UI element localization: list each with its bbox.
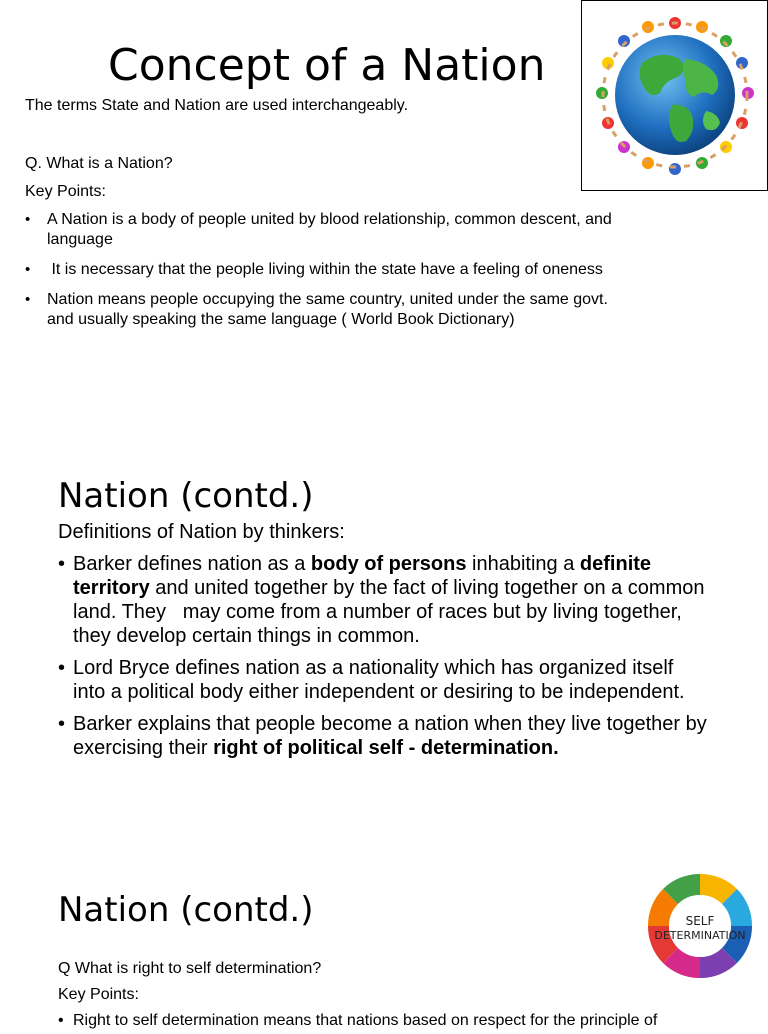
key-points-label: Key Points: — [25, 183, 106, 200]
question-text: Q. What is a Nation? — [25, 155, 173, 172]
logo-text-line1: SELF — [685, 914, 715, 928]
list-item — [58, 1008, 708, 1034]
text-run-bold: right of political self - determination. — [213, 737, 559, 759]
intro-text: The terms State and Nation are used interchangeably. — [25, 97, 409, 114]
list-item-text: A Nation is a body of people united by blood relationship, common descent, and language — [47, 211, 612, 248]
slide-body — [58, 520, 711, 768]
logo-text-line2: DETERMINATION — [654, 929, 746, 942]
bullet-icon: • — [58, 713, 66, 735]
bullet-list — [58, 1008, 708, 1034]
slide-title: Nation (contd.) — [58, 476, 314, 516]
list-item — [58, 552, 711, 648]
bullet-icon: • — [58, 657, 66, 679]
text-run: Barker defines nation as a — [73, 553, 311, 575]
list-item — [25, 260, 635, 280]
text-run-bold: body of persons — [310, 553, 467, 575]
bullet-icon: • — [58, 1012, 64, 1029]
slide-nation-contd-1 — [0, 460, 768, 820]
bullet-list — [58, 552, 711, 760]
self-determination-logo-icon — [644, 870, 756, 982]
text-run: and united together by the fact of living together on a common land. They may come from a number of races but by living together, they develop certain things in common. — [73, 577, 711, 647]
list-item-text: Right to self determination means that nations based on respect for the principle of — [73, 1012, 658, 1029]
slide-title: Concept of a Nation — [108, 40, 546, 91]
slide-body — [25, 96, 635, 340]
globe-children-icon — [581, 0, 768, 191]
slide-nation-contd-2 — [0, 860, 768, 1029]
list-item — [58, 712, 708, 760]
slide-concept-of-nation — [0, 0, 768, 420]
bullet-icon: • — [25, 291, 31, 308]
list-item — [25, 290, 635, 330]
text-run: inhabiting a — [466, 553, 580, 575]
text-run-bold: definite territory — [73, 553, 652, 599]
question-text: Q What is right to self determination? — [58, 960, 322, 977]
bullet-icon: • — [25, 261, 31, 278]
list-item — [58, 656, 708, 704]
list-item-text: Lord Bryce defines nation as a nationality which has organized itself into a political body either independent or desiring to be independent. — [73, 657, 685, 703]
bullet-icon: • — [58, 553, 66, 575]
list-item-text: It is necessary that the people living within the state have a feeling of oneness — [47, 261, 603, 278]
key-points-label: Key Points: — [58, 986, 139, 1003]
list-item — [25, 210, 635, 250]
bullet-list — [25, 210, 635, 330]
slide-subtitle: Definitions of Nation by thinkers: — [58, 521, 345, 543]
slide-title: Nation (contd.) — [58, 890, 314, 930]
slide-body — [58, 956, 708, 1034]
list-item-text: Nation means people occupying the same country, united under the same govt. and usually speaking the same language ( World Book Dictionary) — [47, 291, 608, 328]
bullet-icon: • — [25, 211, 31, 228]
text-run: Barker explains that people become a nation when they live together by exercising their — [73, 713, 707, 759]
